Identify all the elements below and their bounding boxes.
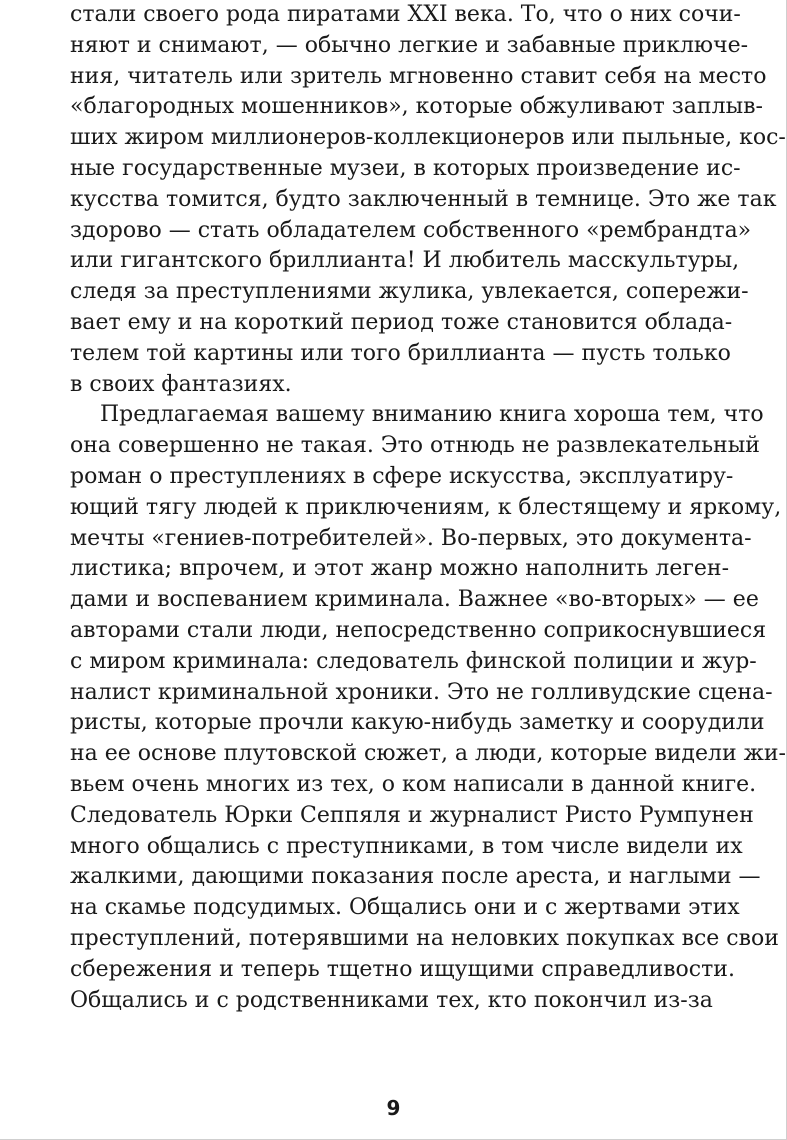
text-line: ющий тягу людей к приключениям, к блестящему и яркому, — [70, 494, 782, 520]
text-line: на скамье подсудимых. Общались они и с жертвами этих — [70, 895, 740, 921]
text-line: ших жиром миллионеров-коллекционеров или пыльные, кос- — [70, 125, 786, 151]
paragraph-1 — [70, 0, 786, 400]
text-line: в своих фантазиях. — [70, 371, 292, 397]
text-line: преступлений, потерявшими на неловких покупках все свои — [70, 925, 779, 951]
text-line: вьем очень многих из тех, о ком написали в данной книге. — [70, 771, 757, 797]
text-line: налист криминальной хроники. Это не голливудские сцена- — [70, 679, 773, 705]
text-line: Общались и с родственниками тех, кто покончил из-за — [70, 987, 713, 1013]
page-number: 9 — [386, 1096, 401, 1120]
text-line: «благородных мошенников», которые обжуливают заплыв- — [70, 94, 763, 120]
text-line: Следователь Юрки Сеппяля и журналист Ристо Румпунен — [70, 802, 754, 828]
text-line: Предлагаемая вашему вниманию книга хороша тем, что — [100, 402, 764, 428]
text-line: она совершенно не такая. Это отнюдь не развлекательный — [70, 433, 760, 459]
text-line: авторами стали люди, непосредственно соприкоснувшиеся — [70, 617, 767, 643]
text-line: сбережения и теперь тщетно ищущими справедливости. — [70, 956, 735, 982]
text-line: вает ему и на короткий период тоже становится облада- — [70, 309, 733, 335]
text-line: няют и снимают, — обычно легкие и забавные приключе- — [70, 32, 749, 58]
text-line: здорово — стать обладателем собственного «рембрандта» — [70, 217, 752, 243]
text-line: роман о преступлениях в сфере искусства, эксплуатиру- — [70, 463, 734, 489]
text-line: кусства томится, будто заключенный в темнице. Это же так — [70, 186, 777, 212]
text-line: жалкими, дающими показания после ареста, и наглыми — — [70, 864, 761, 890]
text-line: ные государственные музеи, в которых произведение ис- — [70, 155, 741, 181]
text-line: телем той картины или того бриллианта — пусть только — [70, 340, 731, 366]
text-line: стали своего рода пиратами XXI века. То, что о них сочи- — [70, 2, 741, 27]
text-line: мечты «гениев-потребителей». Во-первых, это документа- — [70, 525, 752, 551]
body-text — [70, 0, 786, 1016]
text-line: на ее основе плутовской сюжет, а люди, которые видели жи- — [70, 741, 786, 767]
text-line: с миром криминала: следователь финской полиции и жур- — [70, 648, 757, 674]
paragraph-2 — [70, 400, 786, 1016]
text-line: много общались с преступниками, в том числе видели их — [70, 833, 743, 859]
text-line: следя за преступлениями жулика, увлекается, сопережи- — [70, 279, 749, 305]
text-line: листика; впрочем, и этот жанр можно наполнить леген- — [70, 556, 730, 582]
text-line: ристы, которые прочли какую-нибудь заметку и соорудили — [70, 710, 765, 736]
text-line: или гигантского бриллианта! И любитель масскультуры, — [70, 248, 740, 274]
text-line: ния, читатель или зритель мгновенно ставит себя на место — [70, 63, 767, 89]
text-line: дами и воспеванием криминала. Важнее «во-вторых» — ее — [70, 587, 759, 613]
